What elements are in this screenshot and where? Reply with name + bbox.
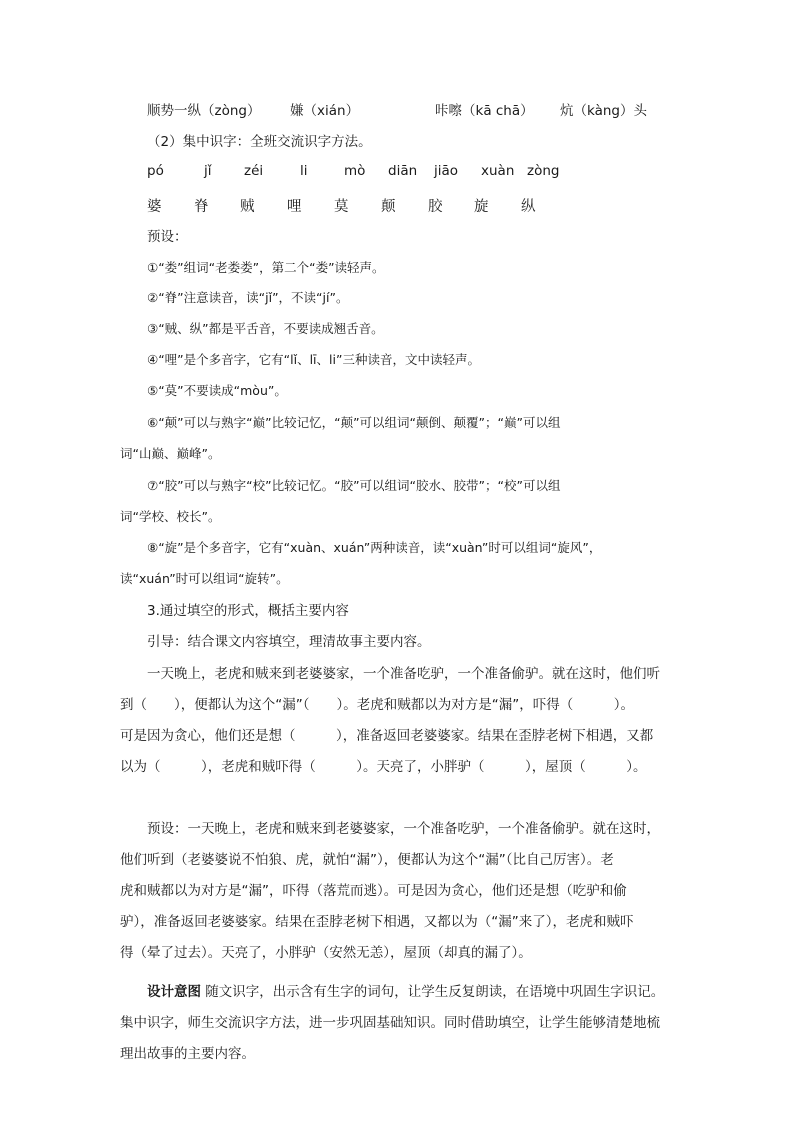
design-label: 设计意图 <box>147 984 201 1000</box>
design-line-3: 理出故事的主要内容。 <box>120 1046 255 1062</box>
note-4: ④“哩”是个多音字，它有“lǐ、lī、li”三种读音，文中读轻声。 <box>147 352 480 367</box>
pinyin-4: mò <box>344 163 366 179</box>
section3-title: 3.通过填空的形式，概括主要内容 <box>147 603 349 619</box>
char-0: 婆 <box>147 199 162 215</box>
guide-text: 引导：结合课文内容填空，理清故事主要内容。 <box>147 634 431 650</box>
char-5: 颠 <box>381 199 396 215</box>
pinyin-0: pó <box>147 163 164 179</box>
word-zong: 顺势一纵（zòng） <box>147 103 261 119</box>
fill-line-1: 一天晚上，老虎和贼来到老婆婆家，一个准备吃驴，一个准备偷驴。就在这时，他们听 <box>147 666 660 682</box>
design-line-1 <box>147 982 664 1002</box>
preset-line-4: 驴），准备返回老婆婆家。结果在歪脖老树下相遇，又都以为（“漏”来了），老虎和贼吓 <box>120 914 634 930</box>
fill-line-2: 到（ ），便都认为这个“漏”（ ）。老虎和贼都以为对方是“漏”，吓得（ ）。 <box>120 697 634 713</box>
pinyin-8: zòng <box>527 163 560 179</box>
char-2: 贼 <box>240 199 255 215</box>
char-8: 纵 <box>521 199 536 215</box>
design-text-1: 随文识字，出示含有生字的词句，让学生反复朗读，在语境中巩固生字识记。 <box>201 984 665 1000</box>
pinyin-7: xuàn <box>481 163 515 179</box>
preset-line-3: 虎和贼都以为对方是“漏”，吓得（落荒而逃）。可是因为贪心，他们还是想（吃驴和偷 <box>120 883 627 899</box>
note-7-line1: ⑦“胶”可以与熟字“校”比较记忆。“胶”可以组词“胶水、胶带”；“校”可以组 <box>147 478 561 493</box>
pinyin-1: jǐ <box>204 163 212 179</box>
fill-line-3: 可是因为贪心，他们还是想（ ），准备返回老婆婆家。结果在歪脖老树下相遇，又都 <box>120 728 654 744</box>
char-7: 旋 <box>474 199 489 215</box>
fill-line-4: 以为（ ），老虎和贼吓得（ ）。天亮了，小胖驴（ ），屋顶（ ）。 <box>120 759 647 775</box>
preset-label: 预设： <box>147 229 188 245</box>
preset-line-5: 得（晕了过去）。天亮了，小胖驴（安然无恙），屋顶（却真的漏了）。 <box>120 945 532 961</box>
word-xian: 嫌（xián） <box>290 103 360 119</box>
pinyin-2: zéi <box>244 163 264 179</box>
pinyin-6: jiāo <box>434 163 459 179</box>
note-5: ⑤“莫”不要读成“mòu”。 <box>147 383 287 398</box>
note-8-line2: 读“xuán”时可以组词“旋转”。 <box>120 571 289 586</box>
note-8-line1: ⑧“旋”是个多音字，它有“xuàn、xuán”两种读音，读“xuàn”时可以组词“旋风”， <box>147 540 602 555</box>
note-6-line2: 词“山巅、巅峰”。 <box>120 446 221 461</box>
note-6-line1: ⑥“颠”可以与熟字“巅”比较记忆，“颠”可以组词“颠倒、颠覆”；“巅”可以组 <box>147 415 561 430</box>
section2-title: （2）集中识字：全班交流识字方法。 <box>147 134 372 150</box>
char-1: 脊 <box>194 199 209 215</box>
preset-line-1: 预设：一天晚上，老虎和贼来到老婆婆家，一个准备吃驴，一个准备偷驴。就在这时， <box>147 821 660 837</box>
char-row <box>0 195 794 217</box>
char-6: 胶 <box>428 199 443 215</box>
preset-line-2: 他们听到（老婆婆说不怕狼、虎，就怕“漏”），便都认为这个“漏”（比自己厉害）。老 <box>120 852 614 868</box>
pinyin-3: li <box>300 163 308 179</box>
note-3: ③“贼、纵”都是平舌音，不要读成翘舌音。 <box>147 321 384 336</box>
char-4: 莫 <box>334 199 349 215</box>
note-1: ①“娄”组词“老娄娄”，第二个“娄”读轻声。 <box>147 260 385 275</box>
note-7-line2: 词“学校、校长”。 <box>120 509 221 524</box>
pinyin-row <box>0 163 794 183</box>
pinyin-5: diān <box>388 163 418 179</box>
note-2: ②“脊”注意读音，读“jǐ”，不读“jí”。 <box>147 290 349 305</box>
char-3: 哩 <box>287 199 302 215</box>
design-line-2: 集中识字，师生交流识字方法，进一步巩固基础知识。同时借助填空，让学生能够清楚地梳 <box>120 1015 660 1031</box>
word-kacha: 咔嚓（kā chā） <box>435 103 534 119</box>
word-kangtou: 炕（kàng）头 <box>560 103 647 119</box>
